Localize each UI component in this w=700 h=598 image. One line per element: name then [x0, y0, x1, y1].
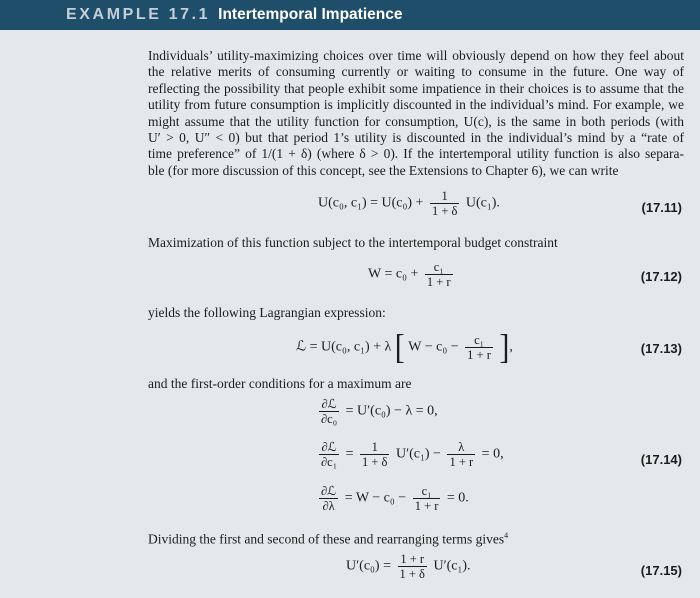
equation-17-11	[318, 189, 500, 218]
fraction	[398, 552, 427, 581]
footnote-marker: 4	[504, 531, 509, 540]
fraction	[447, 440, 475, 469]
eq-mid: U′(c₁) −	[395, 446, 441, 462]
intro-line: utility from future consumption is implicitly discounted in the individual’s mind. For example, we	[148, 97, 684, 113]
frac-den: ∂c₁	[321, 455, 338, 469]
frac-num: ∂ℒ	[319, 440, 339, 455]
text-foc	[148, 376, 684, 392]
frac-den: 1 + r	[467, 348, 491, 362]
frac-den: 1 + r	[414, 499, 439, 513]
eq-tail: ,	[509, 339, 513, 355]
frac-den: ∂c₀	[321, 412, 338, 426]
left-bracket: [	[394, 327, 405, 366]
intro-line: U′ > 0, U″ < 0) but that period 1’s utility is discounted in the individual’s mind by a “rate of	[148, 129, 684, 145]
text-maximization	[148, 235, 684, 251]
eq-lhs: W = c₀ +	[368, 266, 419, 282]
equation-number: (17.12)	[640, 269, 682, 284]
eq-rhs: U(c₁).	[465, 195, 500, 211]
example-header	[0, 0, 700, 30]
derivative	[319, 397, 339, 426]
fraction	[425, 260, 453, 289]
text-dividing	[148, 528, 684, 547]
equation-17-14-row-1	[316, 397, 438, 426]
equation-17-14-row-2	[316, 440, 504, 469]
intro-line: reflecting the possibility that people exhibit some impatience in their choices is to assume that the	[148, 80, 684, 96]
intro-line: ble (for more discussion of this concept, see the Extensions to Chapter 6), we can write	[148, 162, 619, 178]
frac-den: 1 + δ	[362, 455, 388, 469]
eq-rhs: = 0.	[446, 490, 469, 506]
eq-lhs: U′(c₀) =	[346, 558, 391, 574]
eq-rhs: = U′(c₀) − λ = 0,	[345, 403, 438, 419]
frac-den: 1 + r	[426, 275, 451, 289]
frac-num: c₁	[425, 260, 453, 275]
frac-num: c₁	[465, 333, 493, 348]
fraction	[413, 484, 441, 513]
text-line: and the first-order conditions for a maximum are	[148, 376, 412, 391]
equation-17-14-row-3	[316, 484, 469, 513]
frac-num: 1	[430, 189, 459, 204]
text-line	[148, 528, 684, 547]
text-line: Maximization of this function subject to the intertemporal budget constraint	[148, 235, 558, 250]
equation-17-15	[346, 552, 471, 581]
frac-num: ∂ℒ	[321, 484, 337, 498]
text-dividing-body: Dividing the first and second of these and rearranging terms gives	[148, 531, 505, 547]
derivative	[319, 440, 339, 469]
text-line: yields the following Lagrangian expression:	[148, 305, 386, 320]
frac-den: 1 + δ	[431, 204, 458, 218]
frac-num: 1	[360, 440, 389, 455]
eq-rhs: U′(c₁).	[433, 558, 471, 574]
eq-equals: =	[345, 446, 354, 462]
fraction	[360, 440, 389, 469]
equation-number: (17.15)	[640, 563, 682, 578]
frac-den: 1 + δ	[399, 567, 425, 581]
frac-num: ∂ℒ	[319, 397, 339, 412]
derivative	[319, 484, 338, 513]
eq-rhs: = 0,	[481, 446, 504, 462]
frac-num: c₁	[413, 484, 441, 499]
equation-number: (17.13)	[640, 341, 682, 356]
eq-lhs: ℒ = U(c₀, c₁) + λ	[296, 339, 392, 355]
frac-num: λ	[447, 440, 475, 455]
eq-lhs: U(c₀, c₁) = U(c₀) +	[318, 195, 424, 211]
eq-equals: = W − c₀ −	[344, 490, 407, 506]
intro-line: Individuals’ utility-maximizing choices over time will obviously depend on how they feel about	[148, 48, 684, 63]
example-title: Intertemporal Impatience	[218, 6, 403, 23]
equation-number: (17.11)	[641, 200, 682, 215]
equation-17-12	[368, 260, 456, 289]
equation-17-13	[296, 327, 513, 366]
intro-line: the relative merits of consuming currently or waiting to consume in the future. One way of	[148, 64, 684, 80]
fraction	[430, 189, 459, 218]
intro-paragraph	[148, 48, 684, 179]
intro-line: might assume that the utility function for consumption, U(c), is the same in both periods (with	[148, 113, 684, 129]
equation-number: (17.14)	[640, 452, 682, 467]
eq-inner: W − c₀ −	[408, 339, 459, 355]
frac-den: ∂λ	[322, 499, 335, 513]
intro-line: time preference” of 1/(1 + δ) (where δ > 0). If the intertemporal utility function is also separa-	[148, 146, 684, 162]
frac-den: 1 + r	[449, 455, 474, 469]
frac-num: 1 + r	[398, 552, 427, 567]
fraction	[465, 333, 493, 362]
right-bracket: ]	[499, 327, 510, 366]
text-lagrangian	[148, 305, 684, 321]
example-label: EXAMPLE 17.1	[66, 6, 211, 23]
